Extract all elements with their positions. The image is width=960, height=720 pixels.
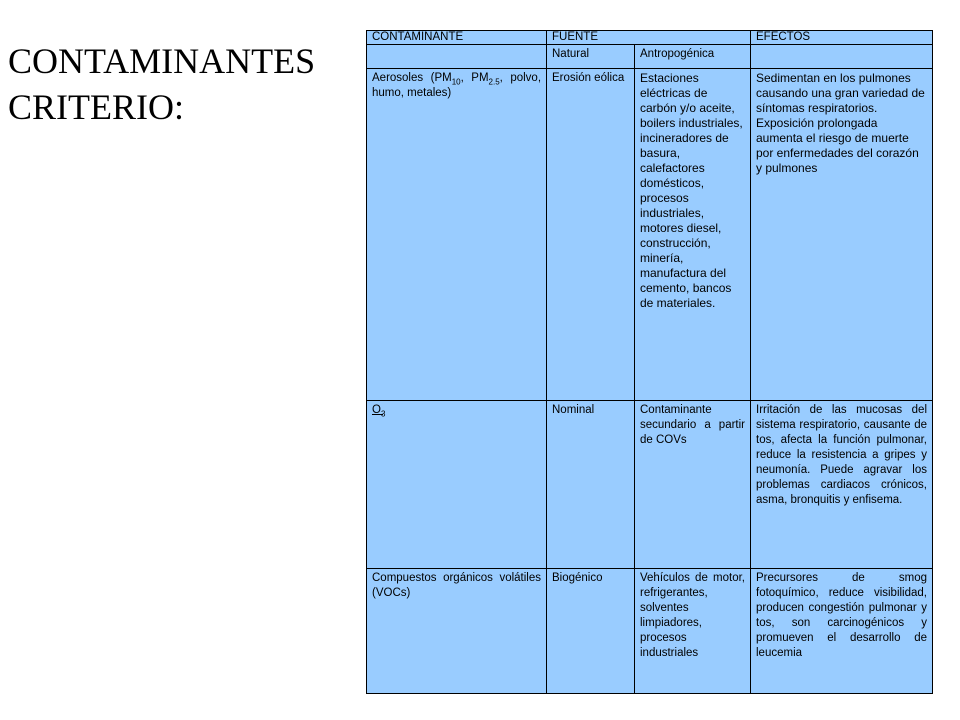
table-row-aerosoles [367,69,933,401]
cell-natural: Nominal [547,401,635,569]
title-line-2: CRITERIO: [8,87,184,127]
subheader-empty [367,45,547,69]
cell-natural: Biogénico [547,569,635,694]
title-line-1: CONTAMINANTES [8,41,316,81]
cell-antropogenica: Contaminante secundario a partir de COVs [635,401,751,569]
subheader-row [367,45,933,69]
cell-natural: Erosión eólica [547,69,635,401]
subheader-antropogenica: Antropogénica [635,45,751,69]
cell-contaminante: Aerosoles ($PM_{10}$, $PM_{2.5}$, polvo, humo, metales) [367,69,547,401]
slide-title [8,38,338,130]
cell-antropogenica: Estaciones eléctricas de carbón y/o aceite, boilers industriales, incineradores de basura, calefactores domésticos, procesos industriales, motores diesel, construcción, minería, manufactura del cemento, bancos de materiales. [635,69,751,401]
pollutants-table [366,30,933,694]
cell-contaminante: Compuestos orgánicos volátiles (VOCs) [367,569,547,694]
cell-efectos: Precursores de smog fotoquímico, reduce visibilidad, producen congestión pulmonar y tos, son carcinogénicos y promueven el desarrollo de leucemia [751,569,933,694]
table-row-ozono [367,401,933,569]
subheader-natural: Natural [547,45,635,69]
cell-contaminante: $O_3$ [367,401,547,569]
header-efectos: EFECTOS [751,31,933,45]
header-fuente: FUENTE [547,31,751,45]
header-row [367,31,933,45]
header-contaminante: CONTAMINANTE [367,31,547,45]
table-row-vocs [367,569,933,694]
cell-antropogenica: Vehículos de motor, refrigerantes, solventes limpiadores, procesos industriales [635,569,751,694]
subheader-empty-efectos [751,45,933,69]
cell-efectos: Irritación de las mucosas del sistema respiratorio, causante de tos, afecta la función pulmonar, reduce la resistencia a gripes y neumonía. Puede agravar los problemas cardiacos crónicos, asma, bronquitis y enfisema. [751,401,933,569]
cell-efectos: Sedimentan en los pulmones causando una gran variedad de síntomas respiratorios. Exposición prolongada aumenta el riesgo de muerte por enfermedades del corazón y pulmones [751,69,933,401]
